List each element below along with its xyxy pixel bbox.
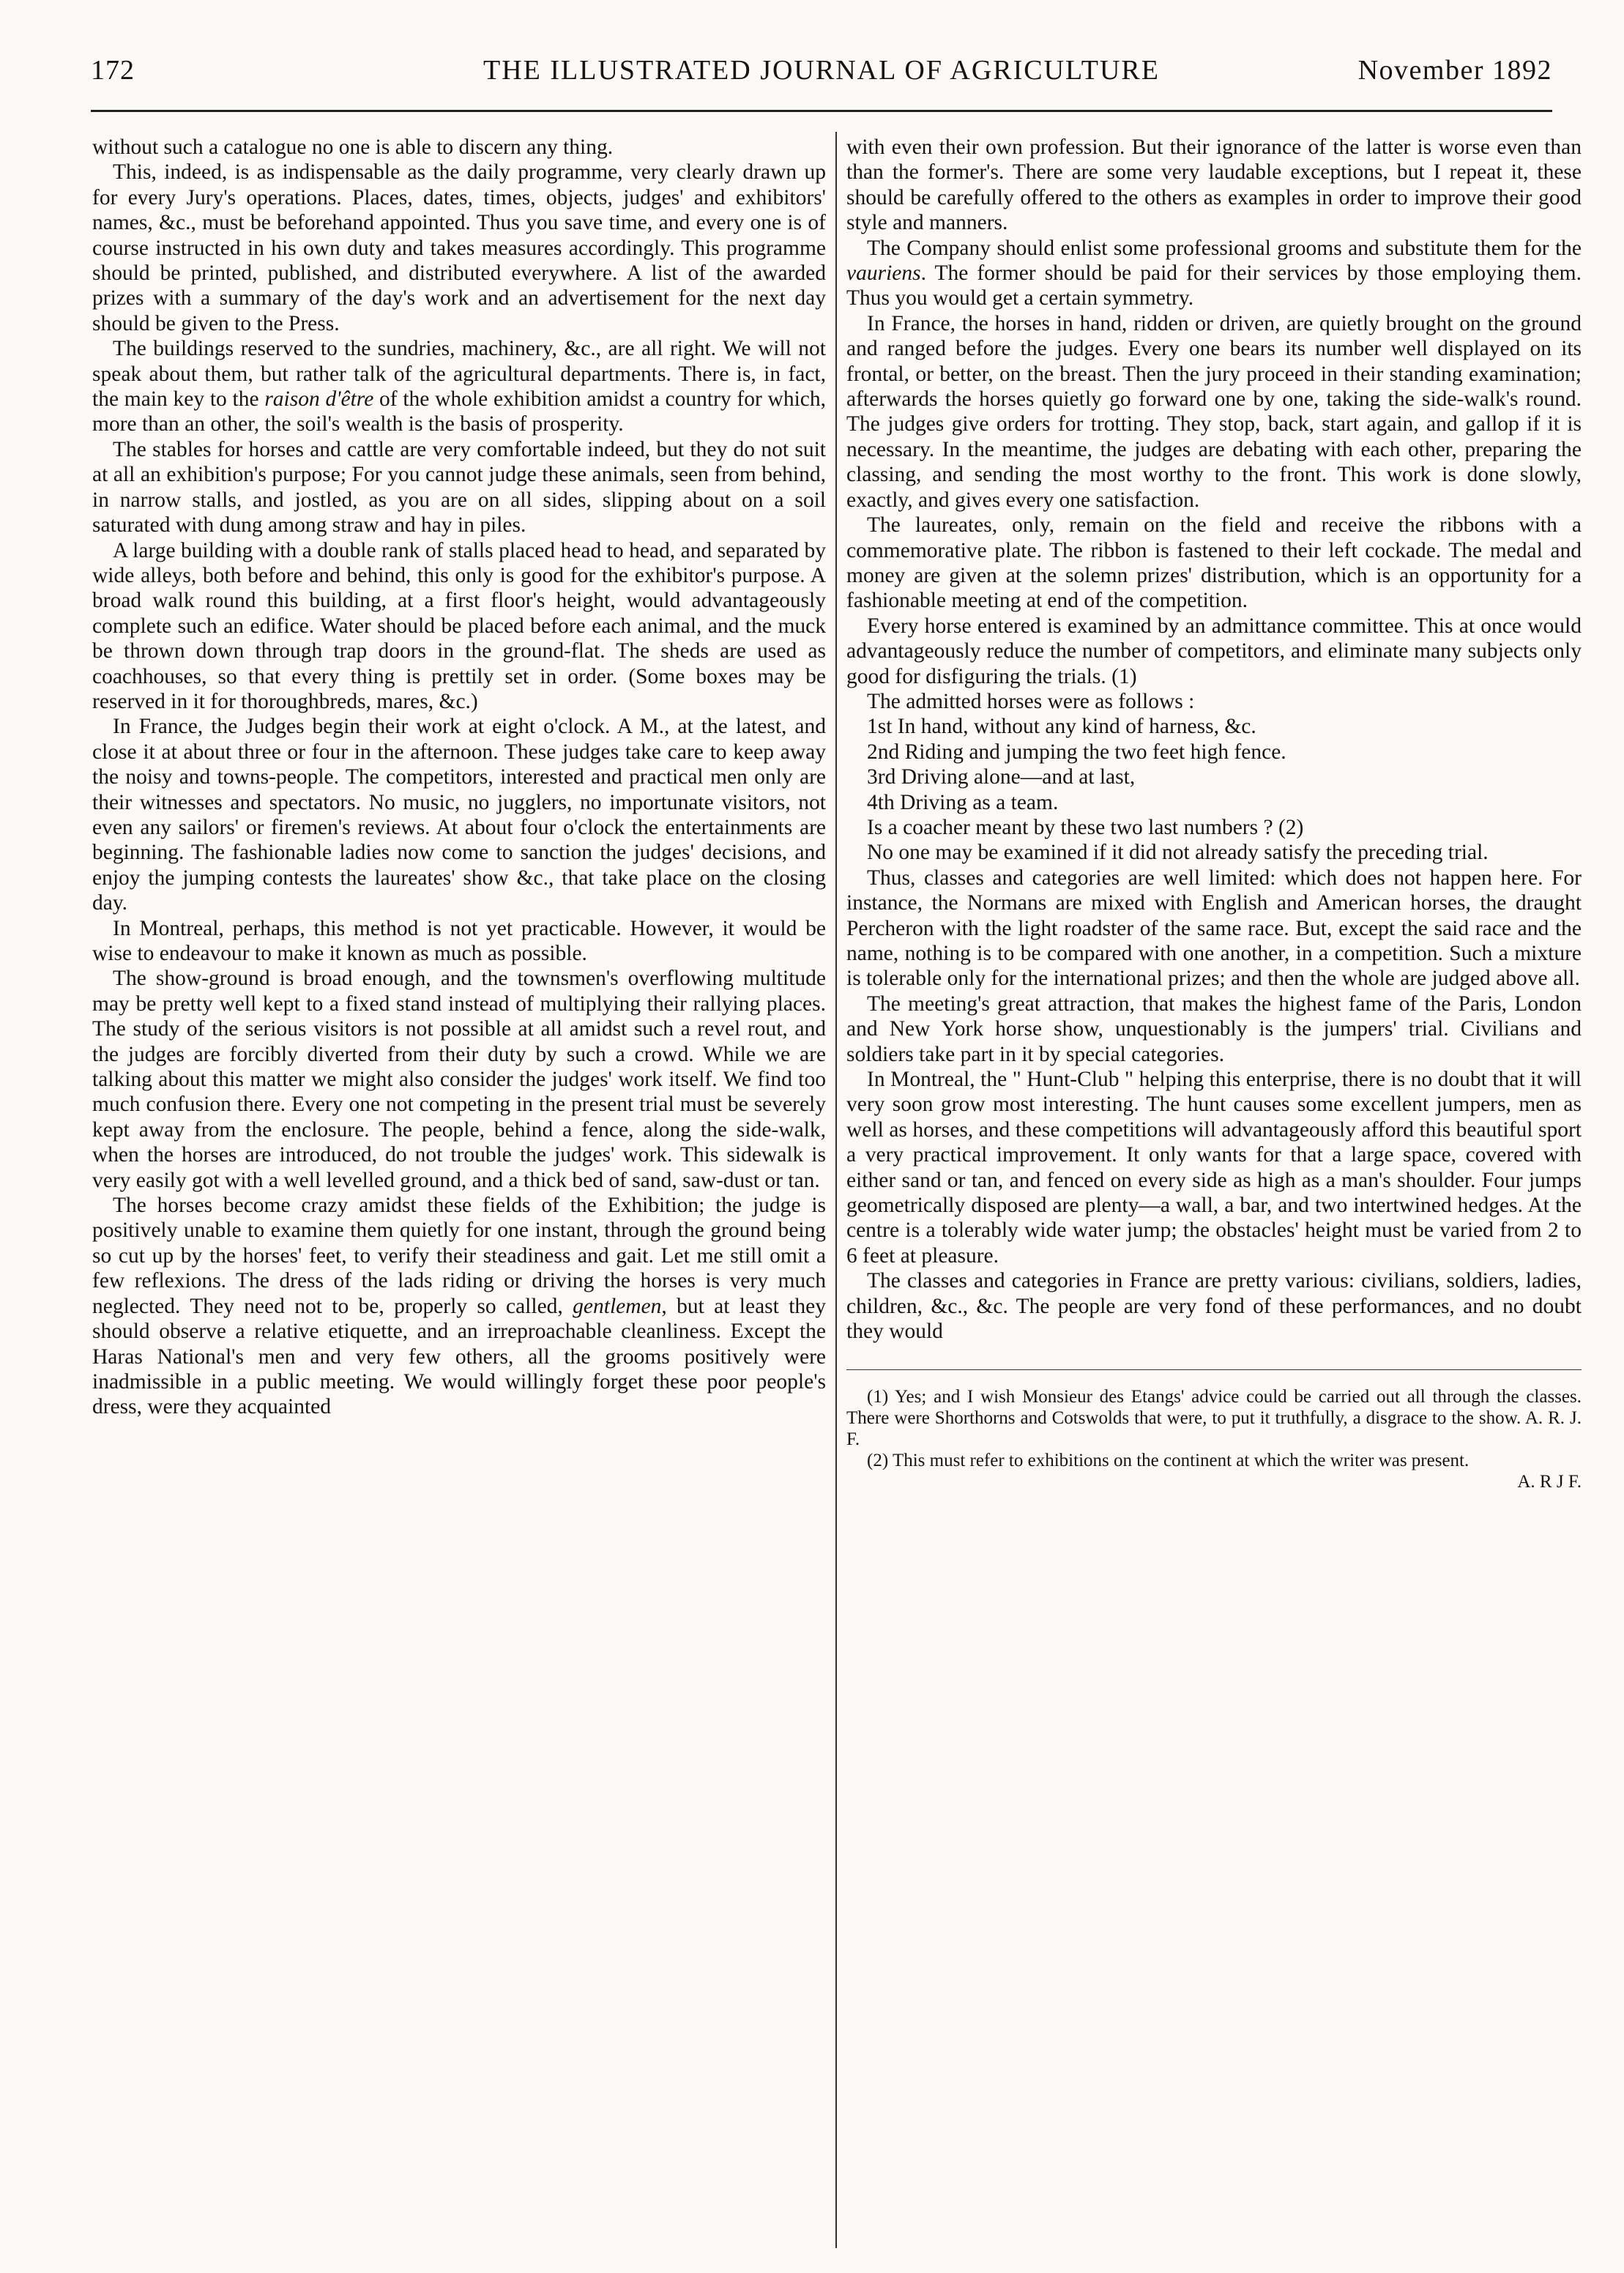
paragraph: Every horse entered is examined by an admittance committee. This at once would advantageously reduce the number of competitors, and eliminate many subjects only good for disfiguring the trials. (1) bbox=[846, 614, 1582, 688]
list-item: 2nd Riding and jumping the two feet high fence. bbox=[867, 740, 1286, 764]
paragraph: The horses become crazy amidst these fields of the Exhibition; the judge is positively unable to examine them quietly for one instant, through the ground being so cut up by the horses' feet, to verify their steadiness and gait. Let me still omit a few reflexions. The dress of the lads riding or driving the horses is very much neglected. They need not to be, properly so called, gentlemen, but at least they should observe a relative etiquette, and an irreproachable cleanliness. Except the Haras National's men and very few others, all the grooms positively were inadmissible in a public meeting. We would willingly forget these poor people's dress, were they acquainted bbox=[92, 1194, 827, 1419]
paragraph: In Montreal, perhaps, this method is not yet practicable. However, it would be wise to endeavour to make it known as much as possible. bbox=[92, 916, 826, 965]
footnote: (1) Yes; and I wish Monsieur des Etangs' advice could be carried out all through the classes. There were Shorthorns and Cotswolds that were, to put it truthfully, a disgrace to the show. A. R. J. F. bbox=[846, 1386, 1582, 1449]
list-item: 4th Driving as a team. bbox=[867, 790, 1059, 814]
paragraph: The buildings reserved to the sundries, machinery, &c., are all right. We will not speak about them, but rather talk of the agricultural departments. There is, in fact, the main key to the raison d'être of the whole exhibition amidst a country for which, more than an other, the soil's wealth is the basis of prosperity. bbox=[92, 337, 827, 436]
paragraph: The stables for horses and cattle are very comfortable indeed, but they do not suit at all an exhibition's purpose; For you cannot judge these animals, seen from behind, in narrow stalls, and jostled, as you are on all sides, slipping about on a soil saturated with dung among straw and hay in piles. bbox=[92, 437, 826, 537]
paragraph: Is a coacher meant by these two last numbers ? (2) bbox=[867, 815, 1304, 839]
list-item: 3rd Driving alone—and at last, bbox=[867, 765, 1136, 789]
paragraph: This, indeed, is as indispensable as the daily programme, very clearly drawn up for every Jury's operations. Places, dates, times, objects, judges' and exhibitors' names, &c., must be beforehand appointed. Thus you save time, and every one is of course instructed in his own duty and takes measures accordingly. This programme should be printed, published, and distributed everywhere. A list of the awarded prizes with a summary of the day's work and an advertisement for the next day should be given to the Press. bbox=[92, 160, 826, 335]
paragraph: In Montreal, the " Hunt-Club " helping this enterprise, there is no doubt that it will very soon grow most interesting. The hunt causes some excellent jumpers, men as well as horses, and these competitions will advantageously afford this beautiful sport a very practical improvement. It only wants for that a large space, covered with either sand or tan, and fenced on every side as high as a man's shoulder. Four jumps geometrically disposed are plenty—a wall, a bar, and two intertwined hedges. At the centre is a tolerably wide water jump; the obstacles' height must be varied from 2 to 6 feet at pleasure. bbox=[846, 1068, 1582, 1268]
footnote-rule bbox=[846, 1369, 1582, 1370]
paragraph: The classes and categories in France are pretty various: civilians, soldiers, ladies, children, &c., &c. The people are very fond of these performances, and no doubt they would bbox=[846, 1269, 1582, 1344]
paragraph: The show-ground is broad enough, and the townsmen's overflowing multitude may be pretty well kept to a fixed stand instead of multiplying their rallying places. The study of the serious visitors is not possible at all amidst such a revel rout, and the judges are forcibly diverted from their duty by such a crowd. While we are talking about this matter we might also consider the judges' work itself. We find too much confusion there. Every one not competing in the present trial must be severely kept away from the enclosure. The people, behind a fence, along the side-walk, when the horses are introduced, do not trouble the judges' work. This sidewalk is very easily got with a well levelled ground, and a thick bed of sand, saw-dust or tan. bbox=[92, 967, 826, 1192]
italic-phrase: gentlemen bbox=[573, 1294, 662, 1318]
page-number: 172 bbox=[91, 55, 135, 86]
header-rule bbox=[91, 110, 1552, 112]
issue-date: November 1892 bbox=[1357, 55, 1552, 86]
paragraph: In France, the Judges begin their work at eight o'clock. A M., at the latest, and close it at about three or four in the afternoon. These judges take care to keep away the noisy and towns-people. The competitors, interested and practical men only are their witnesses and spectators. No music, no jugglers, no importunate visitors, not even any sailors' or firemen's reviews. At about four o'clock the entertainments are beginning. The fashionable ladies now come to sanction the judges' decisions, and enjoy the jumping contests the laureates' show &c., that take place on the closing day. bbox=[92, 715, 826, 915]
column-divider bbox=[835, 132, 837, 2248]
paragraph: A large building with a double rank of stalls placed head to head, and separated by wide alleys, both before and behind, this only is good for the exhibitor's purpose. A broad walk round this building, at a first floor's height, would advantageously complete such an edifice. Water should be placed before each animal, and the muck be thrown down through trap doors in the ground-flat. The sheds are used as coachhouses, so that every thing is prettily set in order. (Some boxes may be reserved in it for thoroughbreds, mares, &c.) bbox=[92, 538, 826, 713]
footnote-signature: A. R J F. bbox=[1517, 1471, 1582, 1492]
paragraph: The Company should enlist some professional grooms and substitute them for the vauriens. The former should be paid for their services by those employing them. Thus you would get a certain symmetry. bbox=[846, 236, 1582, 310]
paragraph: No one may be examined if it did not already satisfy the preceding trial. bbox=[867, 841, 1489, 865]
paragraph: The meeting's great attraction, that makes the highest fame of the Paris, London and New York horse show, unquestionably is the jumpers' trial. Civilians and soldiers take part in it by special categories. bbox=[846, 992, 1582, 1066]
paragraph: without such a catalogue no one is able to discern any thing. bbox=[92, 135, 614, 159]
paragraph: The laureates, only, remain on the field and receive the ribbons with a commemorative plate. The ribbon is fastened to their left cockade. The medal and money are given at the solemn prizes' distribution, which is an opportunity for a fashionable meeting at end of the competition. bbox=[846, 513, 1582, 613]
paragraph: Thus, classes and categories are well limited: which does not happen here. For instance, the Normans are mixed with English and American horses, the draught Percheron with the light roadster of the same race. But, except the said race and the name, nothing is to be compared with one another, in a competition. Such a mixture is tolerable only for the international prizes; and then the whole are judged above all. bbox=[846, 866, 1582, 991]
paragraph: with even their own profession. But their ignorance of the latter is worse even than than the former's. There are some very laudable exceptions, but I repeat it, these should be carefully offered to the others as examples in order to improve their good style and manners. bbox=[846, 135, 1582, 235]
list-item: 1st In hand, without any kind of harness, &c. bbox=[867, 715, 1256, 739]
italic-phrase: raison d'être bbox=[264, 387, 374, 412]
page-header bbox=[91, 54, 1552, 95]
footnote-text: (2) This must refer to exhibitions on the continent at which the writer was present. bbox=[867, 1450, 1470, 1470]
italic-phrase: vauriens bbox=[846, 261, 921, 286]
paragraph: The admitted horses were as follows : bbox=[867, 689, 1195, 713]
journal-title: THE ILLUSTRATED JOURNAL OF AGRICULTURE bbox=[483, 55, 1160, 86]
footnote bbox=[846, 1450, 1582, 1492]
left-column bbox=[92, 135, 826, 1420]
right-column bbox=[846, 135, 1582, 1492]
horse-class-list bbox=[846, 714, 1582, 815]
paragraph: In France, the horses in hand, ridden or driven, are quietly brought on the ground and ranged before the judges. Every one bears its number well displayed on its frontal, or better, on the breast. Then the jury proceed in their standing examination; afterwards the horses quietly go forward one by one, taking the side-walk's round. The judges give orders for trotting. They stop, back, start again, and gallop if it is necessary. In the meantime, the judges are debating with each other, preparing the classing, and sending the most worthy to the front. This work is done slowly, exactly, and gives every one satisfaction. bbox=[846, 311, 1582, 512]
